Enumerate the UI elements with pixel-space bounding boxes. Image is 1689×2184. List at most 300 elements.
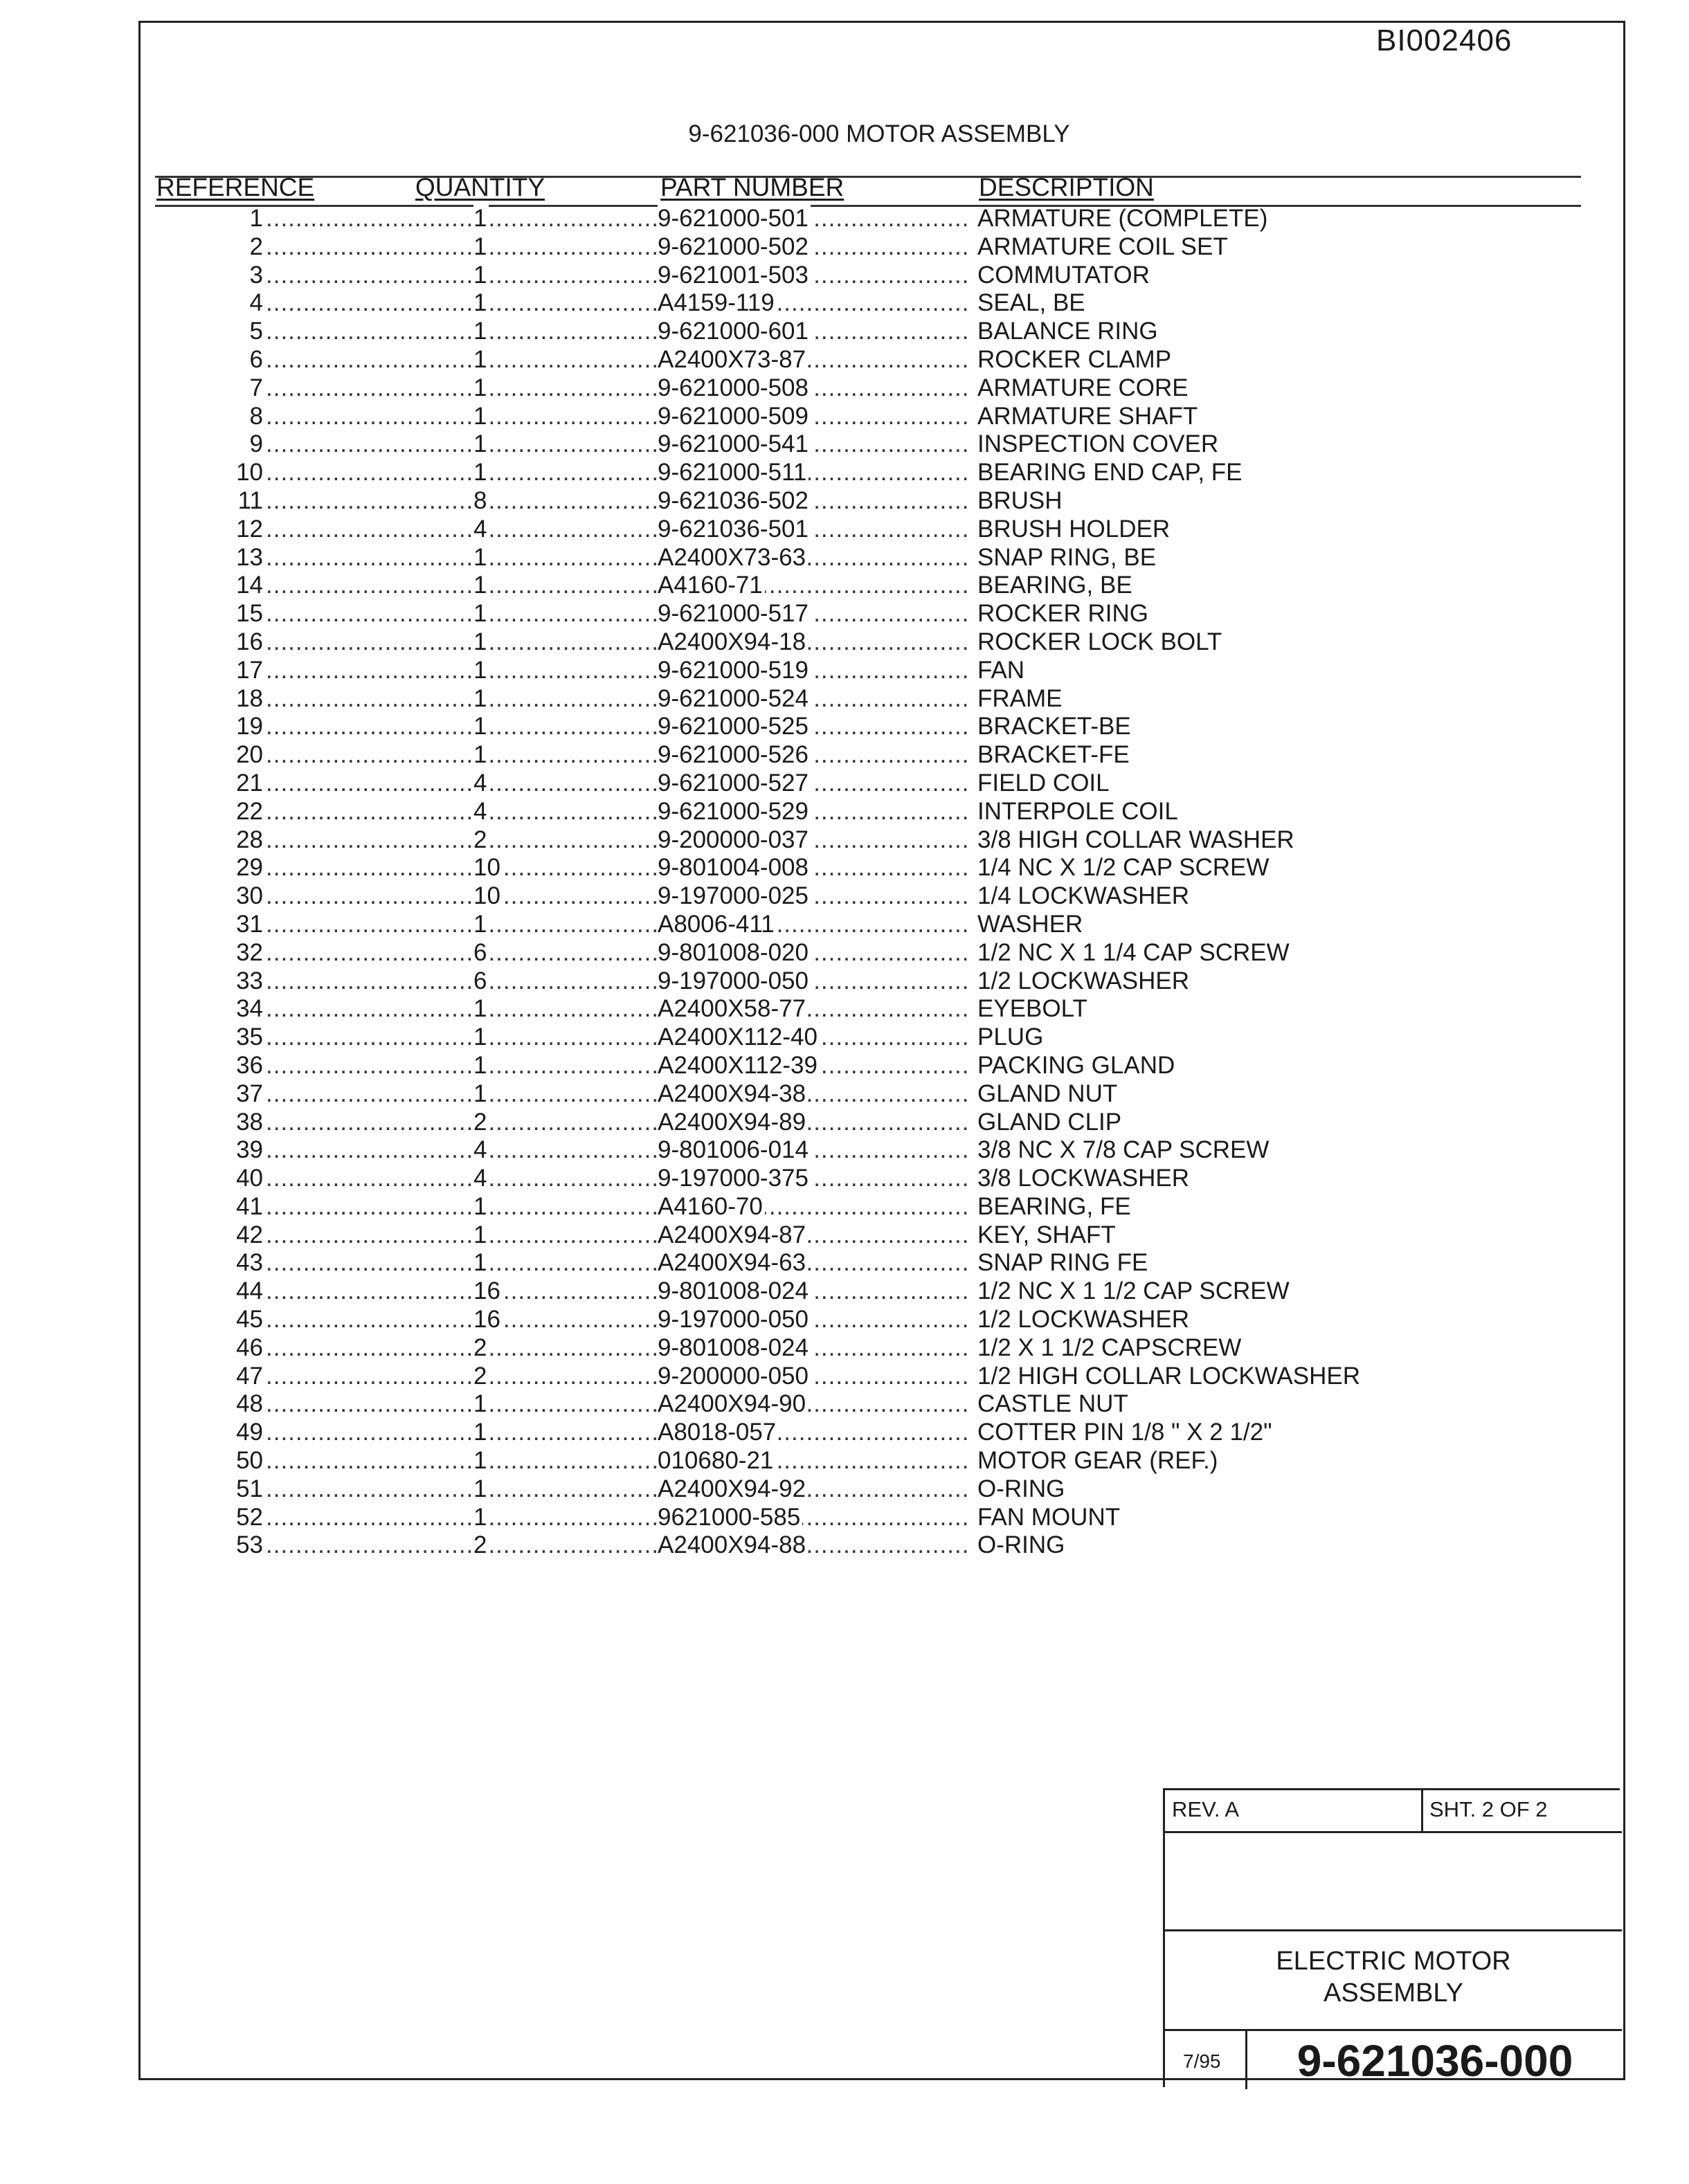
part-number-cell: 9-801006-014 xyxy=(658,1136,811,1165)
leader-dots xyxy=(266,882,471,911)
leader-dots xyxy=(266,262,471,290)
quantity-cell: 1 xyxy=(473,205,489,233)
leader-dots xyxy=(266,600,471,628)
quantity-cell: 1 xyxy=(473,572,489,600)
leader-dots xyxy=(266,572,471,600)
leader-dots xyxy=(266,995,471,1023)
leader-dots xyxy=(266,1193,471,1221)
description-cell: FAN MOUNT xyxy=(977,1503,1121,1531)
quantity-cell: 6 xyxy=(473,967,489,996)
reference-cell: 12 xyxy=(236,515,263,543)
part-number-cell: A2400X94-38 xyxy=(658,1080,808,1109)
quantity-cell: 1 xyxy=(473,1023,489,1052)
reference-cell: 46 xyxy=(236,1334,263,1361)
table-row xyxy=(0,346,1689,374)
part-number-cell: 9-197000-050 xyxy=(658,1306,811,1334)
table-row xyxy=(0,430,1689,459)
part-number-cell: 9-621000-601 xyxy=(658,318,811,346)
part-number-cell: A2400X94-90 xyxy=(658,1390,808,1419)
part-number-cell: 9-197000-375 xyxy=(658,1165,811,1193)
table-row xyxy=(0,233,1689,262)
reference-cell: 40 xyxy=(236,1165,263,1192)
leader-dots xyxy=(473,1504,656,1532)
table-row xyxy=(0,1306,1689,1334)
table-row xyxy=(0,572,1689,600)
part-number-cell: A2400X73-87 xyxy=(658,346,808,374)
part-number-cell: A2400X112-40 xyxy=(658,1023,820,1052)
table-row xyxy=(0,516,1689,544)
quantity-cell: 1 xyxy=(473,1504,489,1532)
description-cell: ARMATURE COIL SET xyxy=(977,233,1228,260)
reference-cell: 47 xyxy=(236,1362,263,1390)
reference-cell: 18 xyxy=(236,684,263,712)
part-number-cell: 9-621000-501 xyxy=(658,205,811,233)
description-cell: 1/4 LOCKWASHER xyxy=(977,882,1190,910)
part-number-cell: 9-621000-526 xyxy=(658,741,811,770)
leader-dots xyxy=(473,1363,656,1391)
table-row xyxy=(0,882,1689,911)
table-row xyxy=(0,741,1689,770)
table-row xyxy=(0,289,1689,318)
part-number-cell: A2400X94-18 xyxy=(658,628,808,657)
part-number-cell: A2400X94-92 xyxy=(658,1475,808,1504)
description-cell: PACKING GLAND xyxy=(977,1051,1175,1079)
table-row xyxy=(0,1052,1689,1080)
table-row xyxy=(0,854,1689,882)
quantity-cell: 4 xyxy=(473,770,489,798)
description-cell: PLUG xyxy=(977,1023,1044,1051)
leader-dots xyxy=(473,685,656,713)
reference-cell: 29 xyxy=(236,854,263,882)
table-row xyxy=(0,1475,1689,1504)
reference-cell: 36 xyxy=(236,1051,263,1079)
title-block-divider xyxy=(1421,1790,1423,1833)
title-block-name xyxy=(1165,1931,1622,2031)
part-number-cell: 9-801008-024 xyxy=(658,1334,811,1363)
description-cell: BRACKET-FE xyxy=(977,741,1130,769)
quantity-cell: 1 xyxy=(473,713,489,741)
description-cell: 3/8 NC X 7/8 CAP SCREW xyxy=(977,1136,1270,1164)
leader-dots xyxy=(266,1277,471,1306)
leader-dots xyxy=(266,430,471,459)
quantity-cell: 1 xyxy=(473,289,489,318)
leader-dots xyxy=(266,1531,471,1560)
revision-label: REV. A xyxy=(1172,1797,1240,1821)
quantity-cell: 1 xyxy=(473,1447,489,1475)
quantity-cell: 4 xyxy=(473,1136,489,1165)
part-number-cell: 9-621000-508 xyxy=(658,374,811,403)
leader-dots xyxy=(473,1249,656,1277)
table-row xyxy=(0,1277,1689,1306)
table-row xyxy=(0,1165,1689,1193)
page-title: 9-621036-000 MOTOR ASSEMBLY xyxy=(688,120,1070,147)
title-block-divider xyxy=(1245,2031,1247,2089)
part-number-cell: A2400X94-63 xyxy=(658,1249,808,1277)
description-cell: BALANCE RING xyxy=(977,318,1158,345)
leader-dots xyxy=(266,1080,471,1109)
leader-dots xyxy=(266,233,471,262)
leader-dots xyxy=(473,713,656,741)
description-cell: INTERPOLE COIL xyxy=(977,797,1178,825)
leader-dots xyxy=(266,1306,471,1334)
leader-dots xyxy=(266,1363,471,1391)
quantity-cell: 1 xyxy=(473,430,489,459)
leader-dots xyxy=(266,205,471,233)
quantity-cell: 1 xyxy=(473,995,489,1023)
description-cell: SEAL, BE xyxy=(977,289,1085,317)
quantity-cell: 8 xyxy=(473,487,489,516)
table-row xyxy=(0,459,1689,487)
table-row xyxy=(0,205,1689,233)
leader-dots xyxy=(473,403,656,431)
leader-dots xyxy=(266,1390,471,1419)
leader-dots xyxy=(473,741,656,770)
table-row xyxy=(0,1531,1689,1560)
part-number-cell: 9-200000-050 xyxy=(658,1363,811,1391)
table-row xyxy=(0,657,1689,685)
reference-cell: 2 xyxy=(249,233,263,260)
leader-dots xyxy=(473,911,656,939)
leader-dots xyxy=(473,657,656,685)
reference-cell: 1 xyxy=(249,205,263,232)
reference-cell: 43 xyxy=(236,1249,263,1277)
description-cell: BEARING, BE xyxy=(977,572,1132,599)
description-cell: KEY, SHAFT xyxy=(977,1221,1116,1248)
column-header-description: DESCRIPTION xyxy=(979,173,1154,201)
description-cell: 3/8 LOCKWASHER xyxy=(977,1165,1190,1192)
leader-dots xyxy=(473,1531,656,1560)
leader-dots xyxy=(266,713,471,741)
part-number-cell: 9-801008-020 xyxy=(658,939,811,967)
leader-dots xyxy=(266,741,471,770)
part-number-cell: 9-621001-503 xyxy=(658,262,811,290)
quantity-cell: 1 xyxy=(473,911,489,939)
quantity-cell: 1 xyxy=(473,262,489,290)
part-number-cell: 9-621000-541 xyxy=(658,430,811,459)
part-number-cell: A2400X112-39 xyxy=(658,1052,820,1080)
part-number-cell: A4159-119 xyxy=(658,289,777,318)
leader-dots xyxy=(266,628,471,657)
description-cell: ARMATURE (COMPLETE) xyxy=(977,205,1268,232)
description-cell: 1/2 X 1 1/2 CAPSCREW xyxy=(977,1334,1242,1361)
table-row xyxy=(0,1249,1689,1277)
quantity-cell: 1 xyxy=(473,346,489,374)
leader-dots xyxy=(266,1447,471,1475)
description-cell: GLAND CLIP xyxy=(977,1108,1122,1136)
table-row xyxy=(0,1334,1689,1363)
table-row xyxy=(0,798,1689,826)
reference-cell: 39 xyxy=(236,1136,263,1164)
description-cell: ROCKER LOCK BOLT xyxy=(977,628,1222,655)
description-cell: EYEBOLT xyxy=(977,995,1087,1023)
leader-dots xyxy=(473,770,656,798)
reference-cell: 15 xyxy=(236,600,263,628)
description-cell: ARMATURE SHAFT xyxy=(977,402,1198,430)
part-number-cell: A4160-71 xyxy=(658,572,765,600)
leader-dots xyxy=(266,318,471,346)
table-row xyxy=(0,262,1689,290)
quantity-cell: 4 xyxy=(473,516,489,544)
part-number-cell: 9-621000-529 xyxy=(658,798,811,826)
leader-dots xyxy=(473,939,656,967)
description-cell: O-RING xyxy=(977,1475,1065,1502)
leader-dots xyxy=(266,289,471,318)
description-cell: COMMUTATOR xyxy=(977,261,1150,289)
part-number-cell: A8018-057 xyxy=(658,1419,778,1447)
table-row xyxy=(0,1447,1689,1475)
leader-dots xyxy=(266,374,471,403)
reference-cell: 4 xyxy=(249,289,263,317)
leader-dots xyxy=(473,572,656,600)
quantity-cell: 1 xyxy=(473,318,489,346)
title-block-revision-row xyxy=(1165,1790,1622,1833)
table-row xyxy=(0,967,1689,996)
description-cell: ROCKER CLAMP xyxy=(977,345,1172,373)
leader-dots xyxy=(473,1390,656,1419)
table-row xyxy=(0,1109,1689,1137)
reference-cell: 10 xyxy=(236,459,263,486)
reference-cell: 9 xyxy=(249,430,263,458)
leader-dots xyxy=(473,374,656,403)
table-row xyxy=(0,1390,1689,1419)
part-number-cell: 9-801004-008 xyxy=(658,854,811,882)
leader-dots xyxy=(266,1165,471,1193)
part-number-cell: A2400X58-77 xyxy=(658,995,808,1023)
description-cell: O-RING xyxy=(977,1531,1065,1559)
drawing-date: 7/95 xyxy=(1183,2050,1221,2072)
drawing-number: 9-621036-000 xyxy=(1297,2036,1573,2086)
leader-dots xyxy=(266,1221,471,1250)
description-cell: 1/2 LOCKWASHER xyxy=(977,1306,1190,1334)
reference-cell: 14 xyxy=(236,572,263,599)
column-header-quantity: QUANTITY xyxy=(415,173,545,201)
leader-dots xyxy=(473,600,656,628)
quantity-cell: 1 xyxy=(473,403,489,431)
leader-dots xyxy=(473,1023,656,1052)
title-block-blank-row xyxy=(1165,1833,1622,1931)
leader-dots xyxy=(266,516,471,544)
leader-dots xyxy=(473,233,656,262)
part-number-cell: 9-197000-050 xyxy=(658,967,811,996)
leader-dots xyxy=(266,939,471,967)
table-row xyxy=(0,911,1689,939)
quantity-cell: 16 xyxy=(473,1277,503,1306)
part-number-cell: 010680-21 xyxy=(658,1447,775,1475)
description-cell: ARMATURE CORE xyxy=(977,374,1189,401)
table-row xyxy=(0,487,1689,516)
document-id: BI002406 xyxy=(1376,24,1512,57)
leader-dots xyxy=(266,459,471,487)
reference-cell: 6 xyxy=(249,345,263,373)
quantity-cell: 1 xyxy=(473,657,489,685)
leader-dots xyxy=(473,459,656,487)
description-cell: 1/2 HIGH COLLAR LOCKWASHER xyxy=(977,1362,1361,1390)
quantity-cell: 1 xyxy=(473,1249,489,1277)
reference-cell: 50 xyxy=(236,1447,263,1475)
quantity-cell: 2 xyxy=(473,826,489,855)
quantity-cell: 1 xyxy=(473,1080,489,1109)
description-cell: BEARING END CAP, FE xyxy=(977,459,1243,486)
quantity-cell: 10 xyxy=(473,854,503,882)
table-row xyxy=(0,374,1689,403)
part-number-cell: 9-621000-517 xyxy=(658,600,811,628)
quantity-cell: 1 xyxy=(473,1193,489,1221)
leader-dots xyxy=(473,826,656,855)
description-cell: BRUSH xyxy=(977,486,1063,514)
part-number-cell: A8006-411 xyxy=(658,911,777,939)
leader-dots xyxy=(266,657,471,685)
leader-dots xyxy=(473,1136,656,1165)
reference-cell: 30 xyxy=(236,882,263,910)
leader-dots xyxy=(473,1221,656,1250)
table-row xyxy=(0,1504,1689,1532)
quantity-cell: 10 xyxy=(473,882,503,911)
quantity-cell: 2 xyxy=(473,1334,489,1363)
leader-dots xyxy=(266,346,471,374)
reference-cell: 37 xyxy=(236,1080,263,1107)
reference-cell: 35 xyxy=(236,1023,263,1051)
quantity-cell: 1 xyxy=(473,741,489,770)
quantity-cell: 1 xyxy=(473,628,489,657)
description-cell: BRUSH HOLDER xyxy=(977,515,1171,543)
table-row xyxy=(0,1363,1689,1391)
table-row xyxy=(0,826,1689,855)
description-cell: FRAME xyxy=(977,684,1063,712)
part-number-cell: A2400X94-88 xyxy=(658,1531,808,1560)
table-row xyxy=(0,403,1689,431)
quantity-cell: 1 xyxy=(473,374,489,403)
leader-dots xyxy=(473,430,656,459)
reference-cell: 44 xyxy=(236,1277,263,1305)
leader-dots xyxy=(266,1109,471,1137)
table-row xyxy=(0,1080,1689,1109)
title-block-number-row xyxy=(1165,2031,1622,2089)
description-cell: BEARING, FE xyxy=(977,1192,1131,1220)
description-cell: 1/2 NC X 1 1/4 CAP SCREW xyxy=(977,938,1290,966)
part-number-cell: 9-621000-525 xyxy=(658,713,811,741)
leader-dots xyxy=(473,487,656,516)
part-number-cell: A4160-70 xyxy=(658,1193,765,1221)
table-row xyxy=(0,939,1689,967)
leader-dots xyxy=(266,1136,471,1165)
leader-dots xyxy=(266,544,471,572)
quantity-cell: 1 xyxy=(473,1475,489,1504)
description-cell: FIELD COIL xyxy=(977,769,1110,797)
reference-cell: 31 xyxy=(236,910,263,938)
reference-cell: 51 xyxy=(236,1475,263,1502)
quantity-cell: 1 xyxy=(473,1390,489,1419)
quantity-cell: 16 xyxy=(473,1306,503,1334)
description-cell: 1/2 LOCKWASHER xyxy=(977,967,1190,994)
reference-cell: 5 xyxy=(249,318,263,345)
reference-cell: 8 xyxy=(249,402,263,430)
leader-dots xyxy=(473,1334,656,1363)
leader-dots xyxy=(473,346,656,374)
reference-cell: 19 xyxy=(236,713,263,740)
leader-dots xyxy=(266,1504,471,1532)
leader-dots xyxy=(473,1475,656,1504)
description-cell: 1/4 NC X 1/2 CAP SCREW xyxy=(977,854,1270,882)
description-cell: WASHER xyxy=(977,910,1083,938)
title-block xyxy=(1163,1788,1620,2087)
quantity-cell: 4 xyxy=(473,1165,489,1193)
table-row xyxy=(0,1221,1689,1250)
description-cell: SNAP RING FE xyxy=(977,1249,1148,1277)
leader-dots xyxy=(266,1052,471,1080)
part-number-cell: 9-621036-501 xyxy=(658,516,811,544)
reference-cell: 11 xyxy=(237,486,263,514)
description-cell: CASTLE NUT xyxy=(977,1390,1128,1418)
reference-cell: 48 xyxy=(236,1390,263,1418)
leader-dots xyxy=(473,967,656,996)
description-cell: 3/8 HIGH COLLAR WASHER xyxy=(977,826,1294,853)
reference-cell: 13 xyxy=(236,543,263,571)
quantity-cell: 1 xyxy=(473,1221,489,1250)
part-number-cell: A2400X73-63 xyxy=(658,544,808,572)
description-cell: INSPECTION COVER xyxy=(977,430,1219,458)
description-cell: ROCKER RING xyxy=(977,600,1148,628)
reference-cell: 38 xyxy=(236,1108,263,1136)
quantity-cell: 1 xyxy=(473,1052,489,1080)
reference-cell: 49 xyxy=(236,1419,263,1446)
quantity-cell: 1 xyxy=(473,685,489,713)
table-row xyxy=(0,713,1689,741)
reference-cell: 16 xyxy=(236,628,263,655)
description-cell: MOTOR GEAR (REF.) xyxy=(977,1447,1218,1475)
sheet-label: SHT. 2 OF 2 xyxy=(1429,1797,1548,1821)
header-top-rule xyxy=(155,176,1581,178)
description-cell: BRACKET-BE xyxy=(977,713,1131,740)
reference-cell: 17 xyxy=(236,656,263,684)
leader-dots xyxy=(266,798,471,826)
part-number-cell: 9621000-585 xyxy=(658,1504,802,1532)
table-row xyxy=(0,1419,1689,1447)
leader-dots xyxy=(473,1109,656,1137)
table-row xyxy=(0,1023,1689,1052)
leader-dots xyxy=(266,403,471,431)
leader-dots xyxy=(266,826,471,855)
leader-dots xyxy=(473,516,656,544)
reference-cell: 34 xyxy=(236,995,263,1023)
part-number-cell: 9-621000-509 xyxy=(658,403,811,431)
table-row xyxy=(0,1193,1689,1221)
quantity-cell: 1 xyxy=(473,600,489,628)
part-number-cell: 9-200000-037 xyxy=(658,826,811,855)
table-row xyxy=(0,318,1689,346)
part-number-cell: 9-621000-519 xyxy=(658,657,811,685)
leader-dots xyxy=(473,1165,656,1193)
table-row xyxy=(0,628,1689,657)
description-cell: SNAP RING, BE xyxy=(977,543,1157,571)
reference-cell: 28 xyxy=(236,826,263,853)
column-header-part-number: PART NUMBER xyxy=(660,173,845,201)
description-cell: GLAND NUT xyxy=(977,1080,1118,1107)
part-number-cell: 9-621000-527 xyxy=(658,770,811,798)
quantity-cell: 4 xyxy=(473,798,489,826)
table-row xyxy=(0,770,1689,798)
leader-dots xyxy=(473,544,656,572)
leader-dots xyxy=(266,967,471,996)
column-header-reference: REFERENCE xyxy=(156,173,315,201)
leader-dots xyxy=(266,1249,471,1277)
description-cell: FAN xyxy=(977,656,1025,684)
table-row xyxy=(0,1136,1689,1165)
reference-cell: 20 xyxy=(236,741,263,769)
table-row xyxy=(0,995,1689,1023)
reference-cell: 45 xyxy=(236,1306,263,1334)
reference-cell: 22 xyxy=(236,797,263,825)
leader-dots xyxy=(473,318,656,346)
